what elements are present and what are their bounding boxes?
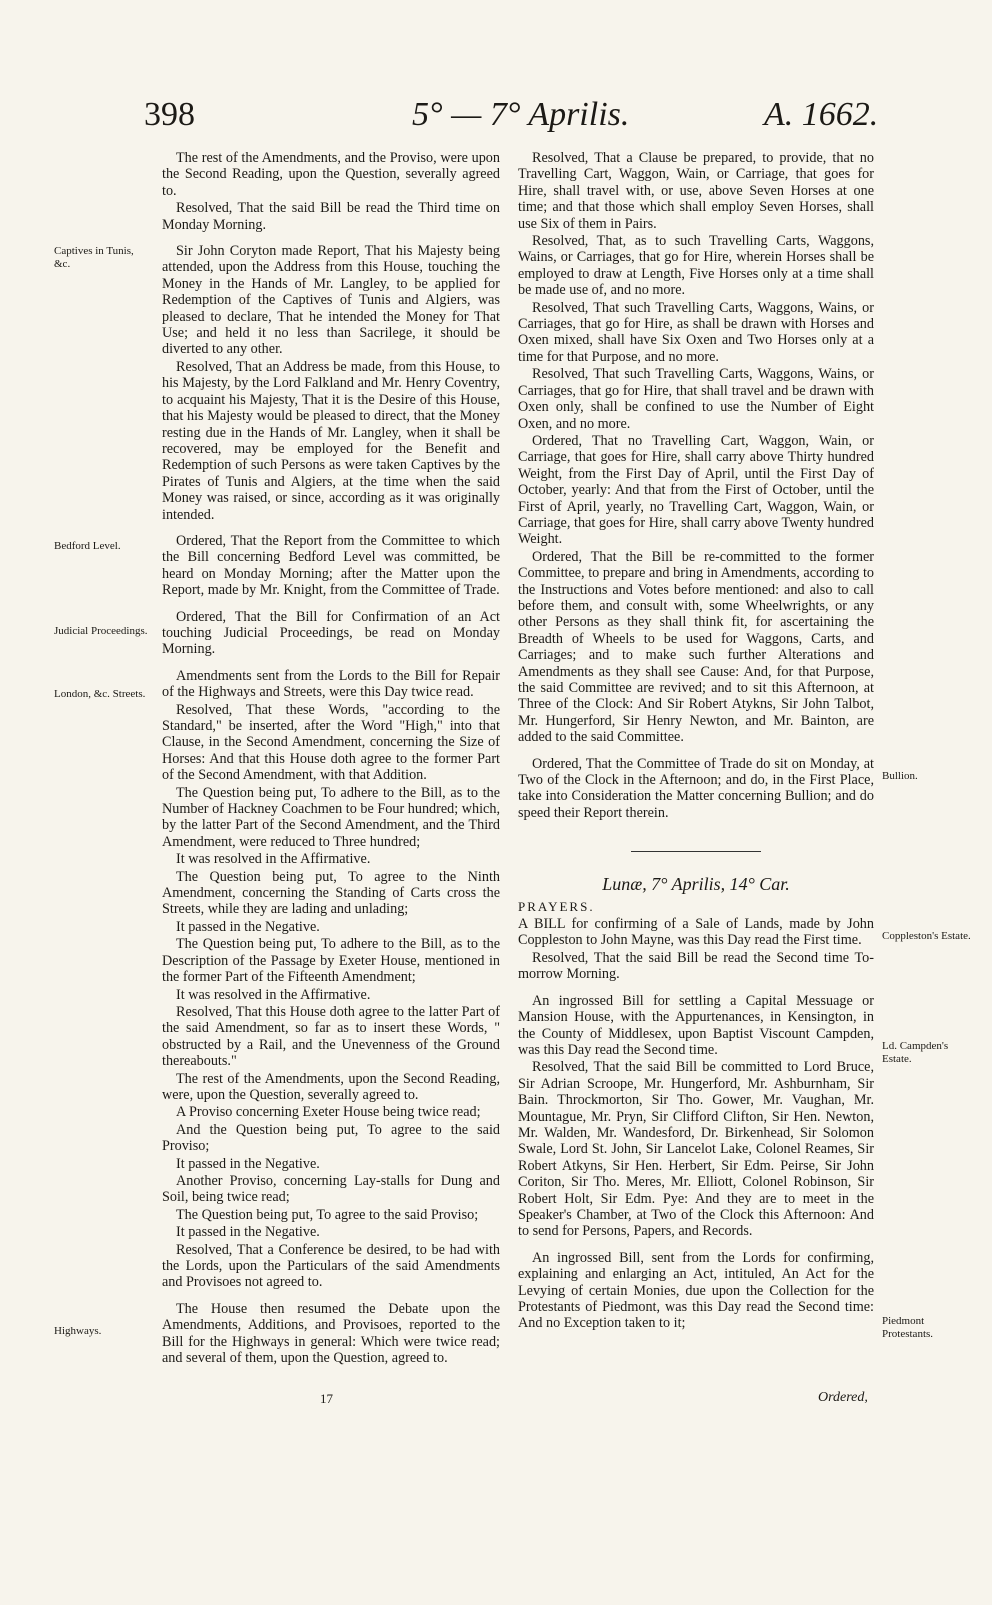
paragraph: An ingrossed Bill for settling a Capital Messuage or Mansion House, with the Appurtenances, in Kensington, in the County of Middlesex, upon Baptist Viscount Campden, was this Day read the Second time. [518,992,874,1058]
paragraph: And the Question being put, To agree to the said Proviso; [162,1121,500,1155]
signature-mark: 17 [320,1391,333,1406]
paragraph: It passed in the Negative. [176,1224,320,1241]
paragraph: The House then resumed the Debate upon the Amendments, Additions, and Provisoes, reported to the Bill for the Highways in general: Which were twice read; and several of them, upon the Question, agreed to. [162,1300,500,1367]
paragraph: Ordered, That the Report from the Committee to which the Bill concerning Bedford Level was committed, be heard on Monday Morning; after the Matter upon the Report, made by Mr. Knight, from the Committee of Trade. [162,532,500,599]
paragraph: The Question being put, To agree to the Ninth Amendment, concerning the Standing of Carts cross the Streets, while they are lading and unlading; [162,868,500,918]
paragraph: Sir John Coryton made Report, That his Majesty being attended, upon the Address from this House, touching the Money in the Hands of Mr. Langley, to be applied for Redemption of the Captives of Tunis and Algiers, was pleased to declare, That he intended the Money for That Use; and held it no less than Sacrilege, it should be diverted to any other. [162,243,500,358]
paragraph: The Question being put, To adhere to the Bill, as to the Description of the Passage by Exeter House, mentioned in the former Part of the Fifteenth Amendment; [162,936,500,986]
paragraph: Resolved, That this House doth agree to the latter Part of the said Amendment, so far as to insert these Words, " obstructed by a Rail, and the Unevenness of the Ground thereabouts." [162,1003,500,1070]
paragraph: Resolved, That these Words, "according to the Standard," be inserted, after the Word "High," into that Clause, in the Second Amendment, concerning the Size of Horses: And that this House doth agree to the former Part of the Second Amendment, with that Addition. [162,701,500,784]
paragraph: It passed in the Negative. [176,1155,320,1172]
paragraph: Resolved, That a Clause be prepared, to provide, that no Travelling Cart, Waggon, Wain, or Carriage, that goes for Hire, shall travel with, or use, above Seven Horses at one time; and that those which shall employ Seven Horses, shall use Six of them in Pairs. [518,150,874,232]
paragraph: Resolved, That a Conference be desired, to be had with the Lords, upon the Particulars of the said Amendments and Provisoes not agreed to. [162,1241,500,1291]
margin-note: Piedmont Protestants. [882,1315,934,1340]
paragraph: Resolved, That the said Bill be read the Second time To-morrow Morning. [518,949,874,983]
day-heading: Lunæ, 7° Aprilis, 14° Car. [602,874,790,895]
section-divider [631,851,761,852]
paragraph: Ordered, That the Committee of Trade do sit on Monday, at Two of the Clock in the Afternoon; and do, in the First Place, take into Consideration the Matter concerning Bullion; and do speed their Report therein. [518,755,874,821]
paragraph: A Proviso concerning Exeter House being twice read; [176,1104,481,1121]
left-column [162,150,500,1367]
paragraph: It was resolved in the Affirmative. [176,851,371,868]
paragraph: Resolved, That an Address be made, from this House, to his Majesty, by the Lord Falkland and Mr. Henry Coventry, to acquaint his Majesty, That it is the Desire of this House, that his Majesty would be pleased to direct, that the Money resting due in the Hands of Mr. Langley, when it shall be recovered, may be employed for the Benefit and Redemption of such Persons as were taken Captives by the Pirates of Tunis and Algiers, at the time when the said Money was raised, or since, according as it was originally intended. [162,358,500,523]
margin-note: London, &c. Streets. [54,688,146,700]
prayers-heading: PRAYERS. [518,898,595,914]
paragraph: The Question being put, To adhere to the Bill, as to the Number of Hackney Coachmen to be Four hundred; which, by the latter Part of the Second Amendment, and the Third Amendment, were reduced to Three hundred; [162,784,500,850]
paragraph: Another Proviso, concerning Lay-stalls for Dung and Soil, being twice read; [162,1172,500,1206]
paragraph: Amendments sent from the Lords to the Bill for Repair of the Highways and Streets, were this Day twice read. [162,667,500,701]
paragraph: An ingrossed Bill, sent from the Lords for confirming, explaining and enlarging an Act, intituled, An Act for the Levying of certain Monies, due upon the Collection for the Protestants of Piedmont, was this Day read the Second time: And no Exception taken to it; [518,1249,874,1332]
margin-note: Highways. [54,1325,102,1337]
margin-note: Bedford Level. [54,540,121,552]
paragraph: Resolved, That such Travelling Carts, Waggons, Wains, or Carriages, that go for Hire, as shall be drawn with Horses and Oxen mixed, shall have Six Oxen and Two Horses only at a time for that Purpose, and no more. [518,299,874,365]
margin-note: Judicial Proceedings. [54,625,148,637]
paragraph: Resolved, That, as to such Travelling Carts, Waggons, Wains, or Carriages, that go for Hire, wherein Horses shall be employed to draw at Length, Five Horses only at a time shall be made use of, and no more. [518,233,874,299]
paragraph: The rest of the Amendments, upon the Second Reading, were, upon the Question, severally agreed to. [162,1070,500,1103]
paragraph: It passed in the Negative. [176,918,320,935]
margin-note: Captives in Tunis, &c. [54,245,134,270]
paragraph: It was resolved in the Affirmative. [176,986,371,1003]
page-number: 398 [144,96,195,133]
catchword: Ordered, [818,1390,868,1405]
paragraph: The rest of the Amendments, and the Proviso, were upon the Second Reading, upon the Question, severally agreed to. [162,150,500,199]
margin-note: Coppleston's Estate. [882,930,971,942]
paragraph: Resolved, That the said Bill be read the Third time on Monday Morning. [162,200,500,233]
paragraph: Resolved, That the said Bill be committed to Lord Bruce, Sir Adrian Scroope, Mr. Hungerford, Mr. Ashburnham, Sir Bain. Throckmorton, Sir Tho. Gower, Mr. Vaughan, Mr. Mountague, Mr. Pryn, Sir Clifford Clifton, Sir Hen. Newton, Mr. Walden, Mr. Wandesford, Dr. Birkenhead, Sir Solomon Swale, Lord St. John, Sir Lancelot Lake, Colonel Reames, Sir Robert Atkyns, Sir Hen. Herbert, Sir Edm. Peirse, Sir John Coriton, Sir Tho. Meres, Mr. Elliott, Colonel Robinson, Sir Robert Holt, Sir Edm. Pye: And they are to meet in the Speaker's Chamber, at Two of the Clock this Afternoon: And to send for Persons, Papers, and Records. [518,1059,874,1240]
paragraph: Ordered, That no Travelling Cart, Waggon, Wain, or Carriage, that goes for Hire, shall carry above Thirty hundred Weight, from the First Day of April, until the First Day of October, yearly: And that from the First of October, until the First of April, yearly, no Travelling Cart, Waggon, Wain, or Carriage, that goes for Hire, shall carry above Twenty hundred Weight. [518,432,874,548]
paragraph: Resolved, That such Travelling Carts, Waggons, Wains, or Carriages, that go for Hire, that shall travel and be drawn with Oxen only, shall be confined to use the Number of Eight Oxen, and no more. [518,366,874,432]
right-column [518,150,874,1333]
margin-note: Ld. Campden's Estate. [882,1040,949,1065]
page-title: 5° — 7° Aprilis. [412,96,630,133]
paragraph: Ordered, That the Bill for Confirmation of an Act touching Judicial Proceedings, be read on Monday Morning. [162,608,500,658]
paragraph: Ordered, That the Bill be re-committed to the former Committee, to prepare and bring in Amendments, according to the Instructions and Votes before mentioned: and also to call before them, and consult with, some Wheelwrights, or any other Persons as they shall think fit, for ascertaining the Breadth of Wheels to be used for Waggons, Carts, and Carriages; and to make such further Alterations and Amendments as they shall see Cause: And, for that Purpose, the said Committee are revived; and to sit this Afternoon, at Three of the Clock: And Sir Robert Atykns, Sir John Talbot, Mr. Hungerford, Sir Henry Newton, and Mr. Bainton, are added to the said Committee. [518,548,874,746]
margin-note: Bullion. [882,770,918,782]
paragraph: The Question being put, To agree to the said Proviso; [176,1206,479,1223]
year-heading: A. 1662. [764,96,879,133]
paragraph: A BILL for confirming of a Sale of Lands, made by John Coppleston to John Mayne, was this Day read the First time. [518,916,874,949]
